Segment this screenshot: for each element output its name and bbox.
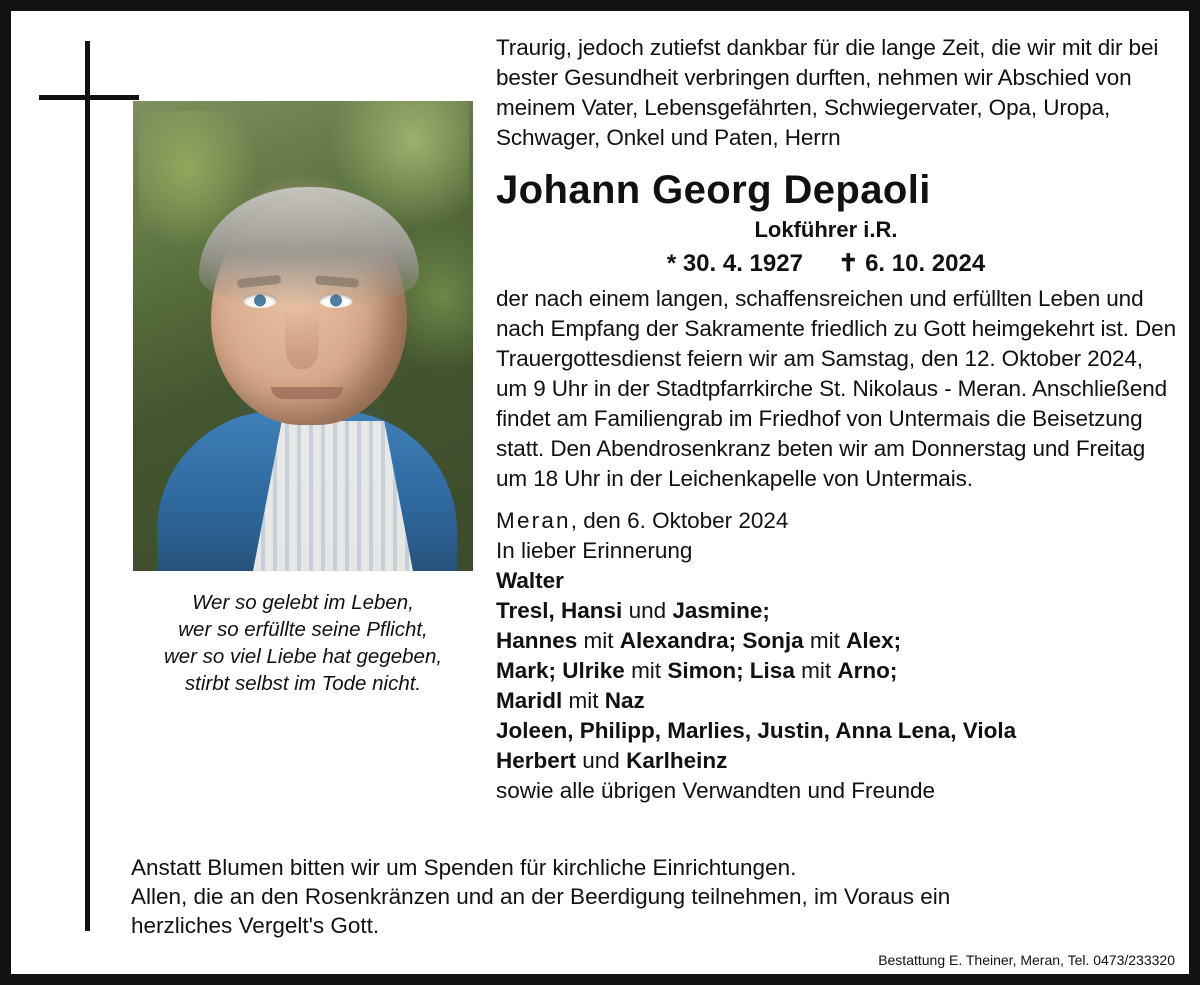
footer-note [131, 853, 1175, 940]
portrait-eye-left [243, 293, 277, 308]
cross-icon [39, 41, 139, 931]
family-line [496, 656, 1176, 686]
family-connector: und [576, 748, 627, 773]
footer-line-3: herzliches Vergelt's Gott. [131, 913, 380, 938]
verse-line-3: wer so viel Liebe hat gegeben, [163, 645, 443, 668]
family-connector: mit [577, 628, 620, 653]
family-name: Karlheinz [626, 748, 728, 773]
cross-vertical-bar [85, 41, 90, 931]
service-details-paragraph: der nach einem langen, schaffensreichen und erfüllten Leben und nach Empfang der Sakramente friedlich zu Gott heimgekehrt ist. Den Trauergottesdienst feiern wir am Samstag, den 12. Oktober 2024, um 9 Uhr in der Stadtpfarrkirche St. Nikolaus - Meran. Anschließend findet am Familiengrab im Friedhof von Untermais die Beisetzung statt. Den Abendrosenkranz beten wir am Donnerstag und Freitag um 18 Uhr in der Leichenkapelle von Untermais. [496, 286, 1176, 491]
family-list [496, 566, 1176, 776]
family-line [496, 566, 1176, 596]
deceased-role: Lokführer i.R. [754, 217, 898, 242]
family-name: Jasmine; [672, 598, 770, 623]
life-dates [496, 249, 1176, 278]
birth-date: 30. 4. 1927 [682, 250, 803, 277]
footer-line-2: Allen, die an den Rosenkränzen und an der Beerdigung teilnehmen, im Voraus ein [131, 884, 951, 909]
family-name: Mark; Ulrike [496, 658, 625, 683]
family-line [496, 596, 1176, 626]
portrait-eye-right [319, 293, 353, 308]
left-column [11, 11, 496, 974]
verse-line-2: wer so erfüllte seine Pflicht, [178, 618, 428, 641]
family-line [496, 626, 1176, 656]
place-and-date [496, 506, 1176, 536]
deceased-name: Johann Georg Depaoli [496, 168, 931, 212]
memorial-verse [133, 589, 473, 697]
place-name: Meran [496, 508, 571, 533]
notice-column [496, 33, 1176, 806]
verse-line-4: stirbt selbst im Tode nicht. [184, 672, 422, 695]
family-connector: mit [562, 688, 605, 713]
funeral-home-credit: Bestattung E. Theiner, Meran, Tel. 0473/233320 [878, 952, 1175, 968]
birth-symbol: * [666, 250, 677, 277]
family-name: Herbert [496, 748, 577, 773]
family-name: Joleen, Philipp, Marlies, Justin, Anna Lena, Viola [496, 718, 1017, 743]
family-connector: mit [803, 628, 847, 653]
footer-line-1: Anstatt Blumen bitten wir um Spenden für kirchliche Einrichtungen. [131, 855, 797, 880]
family-line [496, 716, 1176, 746]
family-name: Arno; [837, 658, 898, 683]
obituary-inner [11, 11, 1189, 974]
closing-line: sowie alle übrigen Verwandten und Freunde [496, 778, 936, 803]
family-line [496, 746, 1176, 776]
verse-line-1: Wer so gelebt im Leben, [192, 591, 414, 614]
portrait-mouth [271, 387, 343, 399]
family-name: Maridl [496, 688, 563, 713]
portrait-nose [285, 309, 319, 369]
family-connector: mit [794, 658, 838, 683]
death-symbol: ✝ [838, 250, 859, 277]
family-connector: und [622, 598, 673, 623]
family-name: Alex; [846, 628, 902, 653]
family-name: Walter [496, 568, 564, 593]
portrait-photo-image [133, 101, 473, 571]
notice-date: , den 6. Oktober 2024 [570, 508, 789, 533]
family-name: Simon; Lisa [667, 658, 795, 683]
family-name: Alexandra; Sonja [619, 628, 804, 653]
family-name: Naz [604, 688, 645, 713]
cross-horizontal-bar [39, 95, 139, 100]
family-name: Tresl, Hansi [496, 598, 623, 623]
family-name: Hannes [496, 628, 578, 653]
family-line [496, 686, 1176, 716]
portrait-photo [133, 101, 473, 571]
intro-paragraph: Traurig, jedoch zutiefst dankbar für die lange Zeit, die wir mit dir bei bester Gesundheit verbringen durften, nehmen wir Abschied von meinem Vater, Lebensgefährten, Schwiegervater, Opa, Uropa, Schwager, Onkel und Paten, Herrn [496, 35, 1159, 150]
death-date: 6. 10. 2024 [865, 250, 986, 277]
memory-heading: In lieber Erinnerung [496, 538, 693, 563]
family-connector: mit [624, 658, 668, 683]
